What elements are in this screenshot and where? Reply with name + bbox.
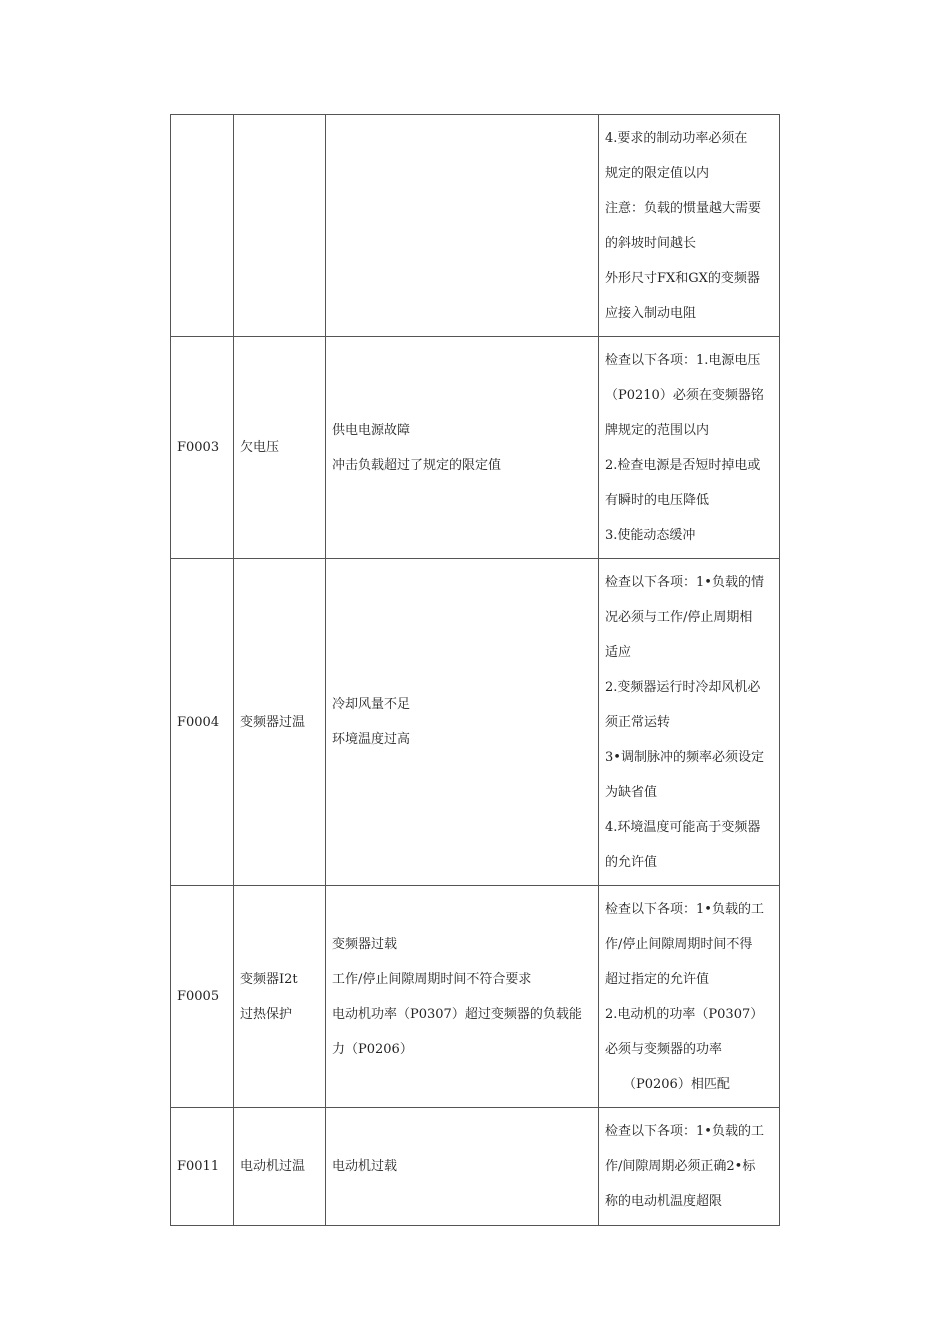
fault-name-cell [234, 559, 326, 886]
fault-remedy-line: 外形尺寸FX和GX的变频器 [605, 270, 760, 286]
fault-cause-cell [326, 559, 599, 886]
fault-remedy-cell [599, 337, 780, 559]
fault-name-line: 欠电压 [240, 440, 280, 455]
fault-code-cell [171, 115, 234, 337]
fault-remedy-line: 的允许值 [605, 854, 658, 870]
fault-cause-cell [326, 886, 599, 1108]
fault-remedy-line: 为缺省值 [605, 784, 658, 800]
fault-name-line: 电动机过温 [240, 1159, 306, 1174]
fault-cause-line: 变频器过载 [332, 936, 398, 952]
fault-remedy-line: 规定的限定值以内 [605, 165, 710, 181]
fault-remedy-line: 应接入制动电阻 [605, 305, 697, 321]
fault-remedy-line: 超过指定的允许值 [605, 971, 710, 987]
fault-remedy-line: 作/停止间隙周期时间不得 [605, 936, 753, 952]
fault-row [171, 886, 780, 1108]
fault-remedy-line: 3.使能动态缓冲 [605, 527, 696, 543]
fault-cause-line: 工作/停止间隙周期时间不符合要求 [332, 971, 532, 987]
fault-cause-line: 冷却风量不足 [332, 697, 411, 712]
fault-name-cell [234, 337, 326, 559]
fault-row [171, 1108, 780, 1226]
fault-remedy-line: 2.检查电源是否短时掉电或 [605, 457, 761, 473]
fault-cause-line: 力（P0206） [332, 1041, 413, 1057]
fault-remedy-line: 检查以下各项：1.电源电压 [605, 352, 761, 368]
fault-cause-cell [326, 115, 599, 337]
fault-name-line: 变频器过温 [240, 714, 306, 730]
fault-remedy-line: 有瞬时的电压降低 [605, 492, 710, 508]
fault-name-cell [234, 1108, 326, 1226]
fault-cause-line: 供电电源故障 [332, 422, 411, 438]
fault-remedy-line: 称的电动机温度超限 [605, 1194, 723, 1209]
fault-remedy-line: 必须与变频器的功率 [605, 1041, 723, 1057]
fault-code: F0005 [177, 989, 220, 1004]
fault-remedy-line: 的斜坡时间越长 [605, 235, 697, 251]
fault-code: F0004 [177, 714, 220, 730]
fault-remedy-line: （P0206）相匹配 [623, 1076, 730, 1092]
fault-code-cell [171, 886, 234, 1108]
fault-remedy-line: 4.环境温度可能高于变频器 [605, 819, 761, 835]
fault-table [170, 114, 780, 1226]
fault-cause-line: 电动机功率（P0307）超过变频器的负载能 [332, 1006, 582, 1022]
fault-remedy-line: 2.电动机的功率（P0307） [605, 1006, 764, 1022]
fault-row [171, 559, 780, 886]
fault-row [171, 337, 780, 559]
fault-remedy-line: 4.要求的制动功率必须在 [605, 130, 748, 146]
fault-remedy-line: 检查以下各项：1•负载的情 [605, 574, 764, 590]
fault-cause-line: 电动机过载 [332, 1159, 398, 1174]
fault-remedy-line: 检查以下各项：1•负载的工 [605, 901, 764, 917]
fault-name-cell [234, 115, 326, 337]
fault-remedy-line: 须正常运转 [605, 714, 671, 730]
fault-remedy-line: 况必须与工作/停止周期相 [605, 609, 753, 625]
fault-remedy-line: 检查以下各项：1•负载的工 [605, 1124, 764, 1139]
fault-code-cell [171, 559, 234, 886]
fault-code-cell [171, 1108, 234, 1226]
fault-remedy-cell [599, 559, 780, 886]
fault-code: F0003 [177, 440, 220, 455]
fault-remedy-cell [599, 1108, 780, 1226]
fault-name-line: 过热保护 [240, 1006, 293, 1022]
fault-cause-line: 冲击负载超过了规定的限定值 [332, 457, 502, 473]
fault-remedy-line: 牌规定的范围以内 [605, 422, 710, 438]
fault-remedy-line: 3•调制脉冲的频率必须设定 [605, 749, 764, 765]
fault-name-cell [234, 886, 326, 1108]
fault-table-body [171, 115, 780, 1226]
fault-remedy-line: 作/间隙周期必须正确2•标 [605, 1159, 756, 1174]
fault-remedy-cell [599, 115, 780, 337]
fault-cause-cell [326, 337, 599, 559]
fault-remedy-cell [599, 886, 780, 1108]
fault-row [171, 115, 780, 337]
fault-remedy-line: （P0210）必须在变频器铭 [605, 387, 764, 403]
fault-cause-cell [326, 1108, 599, 1226]
fault-name-line: 变频器I2t [240, 971, 298, 987]
fault-code-cell [171, 337, 234, 559]
fault-remedy-line: 2.变频器运行时冷却风机必 [605, 679, 761, 695]
fault-remedy-line: 适应 [605, 644, 632, 660]
fault-code: F0011 [177, 1159, 220, 1174]
fault-remedy-line: 注意：负载的惯量越大需要 [605, 200, 762, 216]
fault-cause-line: 环境温度过高 [332, 732, 411, 747]
